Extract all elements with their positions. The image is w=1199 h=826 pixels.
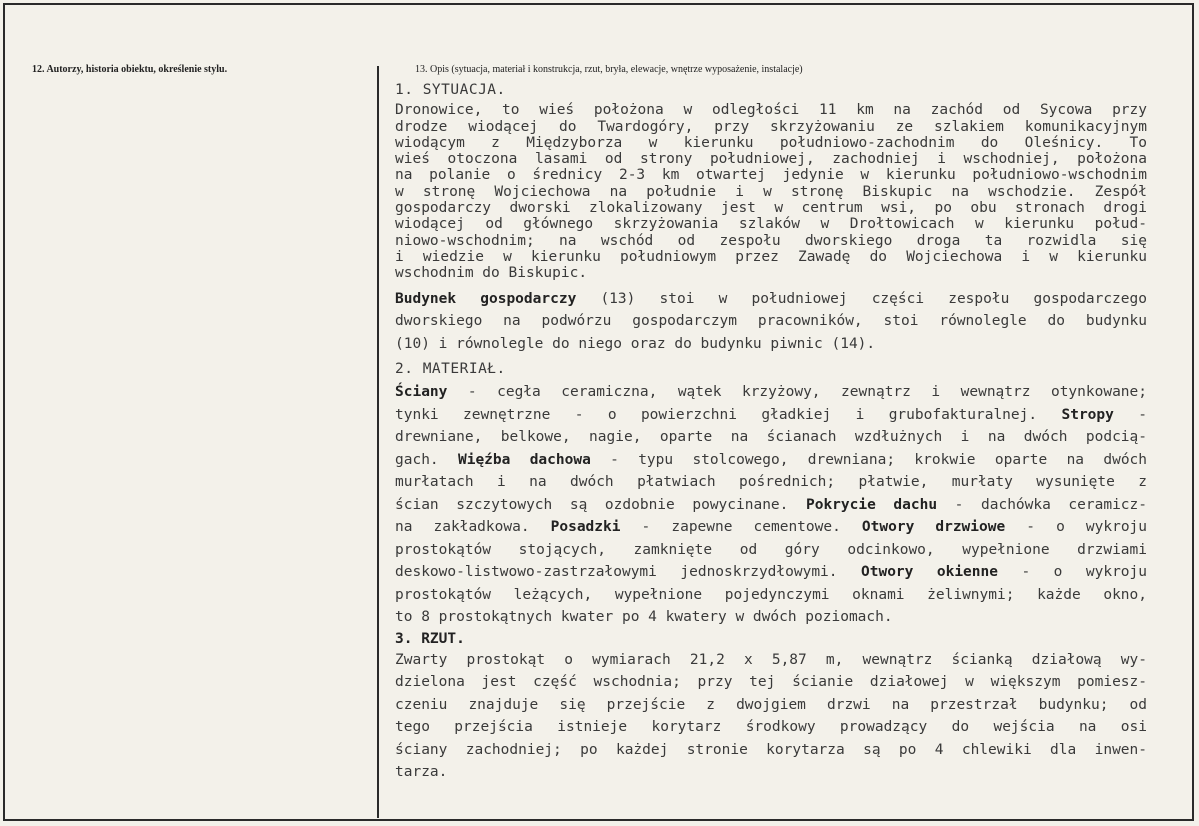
- text-line: wschodnim do Biskupic.: [395, 265, 588, 282]
- field-13-label: 13. Opis (sytuacja, materiał i konstrukcja, rzut, bryła, elewacje, wnętrze wyposażenie, instalacje): [415, 64, 803, 75]
- text-line: [395, 516, 1147, 539]
- section-heading-material: 2. MATERIAŁ.: [395, 361, 506, 378]
- bold-term: Posadzki: [550, 519, 621, 536]
- text-run: - dachówka ceramicz-: [937, 496, 1147, 513]
- bold-term: Otwory drzwiowe: [861, 519, 1006, 536]
- bold-term: Więźba dachowa: [457, 451, 591, 468]
- text-line: [395, 381, 1147, 404]
- text-run: - zapewne cementowe.: [620, 519, 862, 536]
- text-line: w stronę Wojciechowa na południe i w stronę Biskupic na wschodzie. Zespół: [395, 183, 1147, 200]
- text-line: dworskiego na podwórzu gospodarczym pracowników, stoi równolegle do budynku: [395, 313, 1147, 330]
- bold-term: 3. RZUT.: [395, 630, 465, 647]
- text-run: -: [1113, 406, 1147, 423]
- text-line: to 8 prostokątnych kwater po 4 kwatery w dwóch poziomach.: [395, 609, 893, 626]
- text-line: drodze wiodącej do Twardogóry, przy skrzyżowaniu ze szlakiem komunikacyjnym: [395, 118, 1147, 135]
- text-line: (10) i równolegle do niego oraz do budynku piwnic (14).: [395, 335, 876, 352]
- text-line: gospodarczy dworski zlokalizowany jest w centrum wsi, po obu stronach drogi: [395, 200, 1147, 217]
- bold-term: Ściany: [395, 384, 448, 401]
- text-line: Zwarty prostokąt o wymiarach 21,2 x 5,87 m, wewnątrz ścianką działową wy-: [395, 651, 1147, 668]
- text-run: tynki zewnętrzne - o powierzchni gładkiej i grubofakturalnej.: [395, 406, 1062, 423]
- text-line: niowo-wschodnim; na wschód od zespołu dworskiego droga ta rozwidla się: [395, 232, 1147, 249]
- text-line: tarza.: [395, 764, 448, 781]
- paragraph-budynek: [395, 288, 1147, 356]
- section-heading-sytuacja: 1. SYTUACJA.: [395, 82, 506, 98]
- bold-term: Otwory okienne: [861, 564, 998, 581]
- text-line: murłatach i na dwóch płatwiach pośrednich; płatwie, murłaty wysunięte z: [395, 474, 1147, 491]
- text-line: [395, 494, 1147, 517]
- text-line: prostokątów stojących, zamknięte od góry odcinkowo, wypełnione drzwiami: [395, 541, 1147, 558]
- description-body: [395, 82, 1147, 784]
- text-line: czeniu znajduje się przejście z dwojgiem drzwi na przestrzał budynku; od: [395, 696, 1147, 713]
- paragraph-rzut: [395, 649, 1147, 784]
- text-run: ścian szczytowych są ozdobnie powycinane.: [395, 496, 806, 513]
- text-line: tego przejścia istnieje korytarz środkowy prowadzący do wejścia na osi: [395, 719, 1147, 736]
- bold-term: Pokrycie dachu: [805, 496, 938, 513]
- text-run: (13) stoi w południowej części zespołu gospodarczego: [576, 290, 1147, 307]
- text-line: Dronowice, to wieś położona w odległości 11 km na zachód od Sycowa przy: [395, 102, 1147, 119]
- text-run: gach.: [395, 451, 458, 468]
- paragraph-material: [395, 381, 1147, 629]
- text-line: [395, 561, 1147, 584]
- text-line: wieś otoczona lasami od strony południowej, zachodniej i wschodniej, położona: [395, 151, 1147, 168]
- paragraph-sytuacja: [395, 102, 1147, 281]
- text-run: - o wykroju: [1005, 519, 1147, 536]
- text-line: wiodącej od głównego skrzyżowania szlaków w Drołtowicach w kierunku połud-: [395, 216, 1147, 233]
- text-run: - typu stolcowego, drewniana; krokwie oparte na dwóch: [590, 451, 1147, 468]
- text-line: [395, 288, 1147, 311]
- column-divider: [377, 66, 379, 818]
- text-run: - cegła ceramiczna, wątek krzyżowy, zewnątrz i wewnątrz otynkowane;: [447, 384, 1147, 401]
- text-line: dzielona jest część wschodnia; przy tej ścianie działowej w większym pomiesz-: [395, 674, 1147, 691]
- text-run: na zakładkowa.: [395, 519, 551, 536]
- bold-term: Budynek gospodarczy: [395, 290, 577, 307]
- section-heading-rzut: [395, 629, 1147, 649]
- field-12-label: 12. Autorzy, historia obiektu, określenie stylu.: [32, 64, 228, 75]
- text-line: [395, 404, 1147, 427]
- text-run: - o wykroju: [997, 564, 1147, 581]
- text-line: wiodącym z Międzyborza w kierunku południowo-zachodnim do Oleśnicy. To: [395, 134, 1147, 151]
- text-line: [395, 449, 1147, 472]
- text-line: drewniane, belkowe, nagie, oparte na ścianach wzdłużnych i na dwóch podcią-: [395, 429, 1147, 446]
- text-line: prostokątów leżących, wypełnione pojedynczymi oknami żeliwnymi; każde okno,: [395, 586, 1147, 603]
- text-line: na polanie o średnicy 2-3 km otwartej jedynie w kierunku południowo-wschodnim: [395, 167, 1147, 184]
- text-run: deskowo-listwowo-zastrzałowymi jednoskrzydłowymi.: [395, 564, 861, 581]
- text-line: ściany zachodniej; po każdej stronie korytarza są po 4 chlewiki dla inwen-: [395, 741, 1147, 758]
- text-line: i wiedzie w kierunku południowym przez Zawadę do Wojciechowa i w kierunku: [395, 248, 1147, 265]
- bold-term: Stropy: [1061, 406, 1114, 423]
